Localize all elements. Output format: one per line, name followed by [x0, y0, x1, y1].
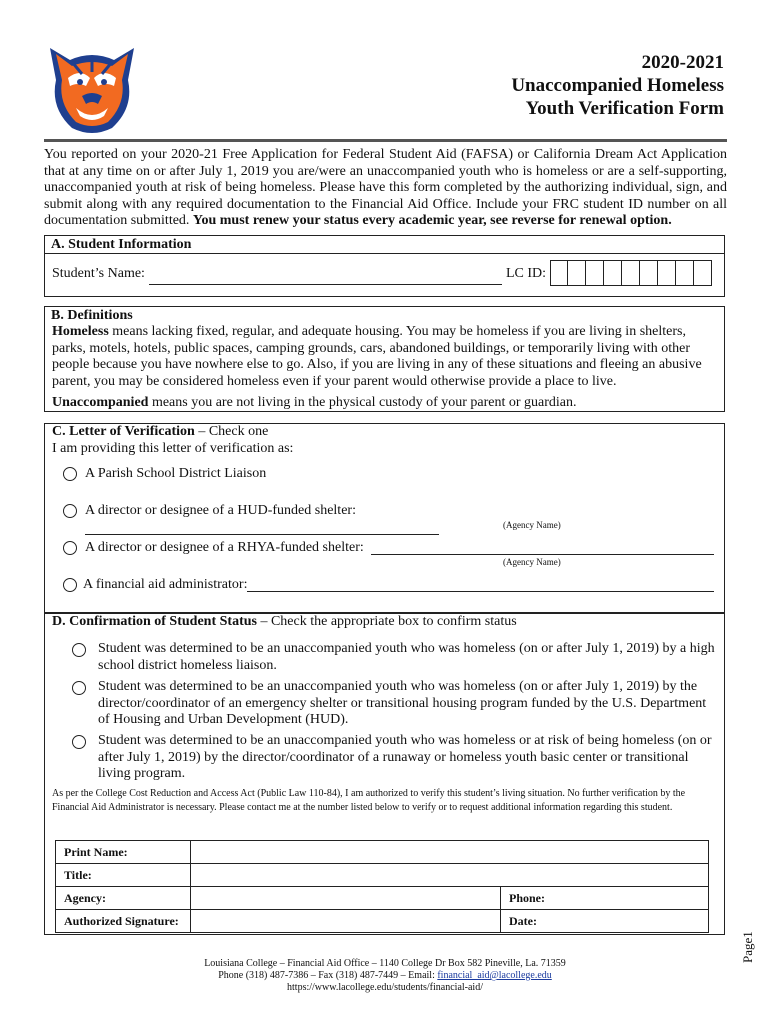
- option-parish-liaison-radio[interactable]: [63, 467, 77, 481]
- attestation-text: As per the College Cost Reduction and Access Act (Public Law 110-84), I am authorized to verify this student’s living situation. No further verification by the Financial Aid Administrator is necessary. Please contact me at the number listed below to verify or to request additional information regarding this student.: [52, 788, 686, 813]
- option-hud-shelter-label: A director or designee of a HUD-funded shelter:: [85, 503, 356, 518]
- option-parish-liaison-label: A Parish School District Liaison: [85, 466, 267, 481]
- intro-paragraph: [44, 147, 727, 230]
- footer-address: Louisiana College – Financial Aid Office – 1140 College Dr Box 582 Pineville, La. 71359: [204, 958, 566, 969]
- section-a-heading: A. Student Information: [45, 236, 724, 254]
- student-name-label: Student’s Name:: [52, 266, 145, 281]
- option-fa-administrator-radio[interactable]: [63, 578, 77, 592]
- lc-id-label: LC ID:: [506, 266, 547, 281]
- section-a-student-information: [44, 235, 725, 297]
- intro-text: You reported on your 2020-21 Free Application for Federal Student Aid (FAFSA) or California Dream Act Application that at any time on or after July 1, 2019 you are/were an unaccompanied youth who is homeless or are a self-supporting, unaccompanied youth at risk of being homeless. Please have this form completed by the authorizing individual, sign, and submit along with any required documentation to the Financial Aid Office. Include your FRC student ID number on all documentation submitted.: [44, 147, 727, 229]
- student-name-field[interactable]: [149, 284, 502, 285]
- option-hud-shelter-radio[interactable]: [63, 504, 77, 518]
- form-title-line2: Youth Verification Form: [525, 98, 724, 119]
- form-year: 2020-2021: [641, 52, 724, 73]
- section-d-confirmation: [44, 613, 725, 935]
- agency-label: Agency:: [55, 886, 191, 910]
- wildcat-mascot-logo: [42, 38, 142, 138]
- lc-id-field[interactable]: [550, 260, 712, 286]
- footer-email-link[interactable]: financial_aid@lacollege.edu: [437, 970, 552, 981]
- rhya-agency-name-field[interactable]: [371, 554, 714, 555]
- rhya-agency-caption: (Agency Name): [503, 557, 561, 567]
- form-title-line1: Unaccompanied Homeless: [511, 75, 724, 96]
- section-c-lead: I am providing this letter of verification as:: [52, 441, 294, 456]
- print-name-label: Print Name:: [55, 840, 191, 864]
- print-name-field[interactable]: [190, 840, 709, 864]
- section-b-heading: B. Definitions: [51, 308, 133, 323]
- option-rhya-shelter-radio[interactable]: [63, 541, 77, 555]
- page-number: Page1: [740, 931, 755, 963]
- status-option-2-radio[interactable]: [72, 681, 86, 695]
- signature-label: Authorized Signature:: [55, 909, 191, 933]
- date-field[interactable]: Date:: [500, 909, 709, 933]
- fa-administrator-field[interactable]: [247, 591, 714, 592]
- agency-field[interactable]: [190, 886, 501, 910]
- title-field[interactable]: [190, 863, 709, 887]
- status-option-1-label: Student was determined to be an unaccompanied youth who was homeless (on or after July 1, 2019) by a high school district homeless liaison.: [98, 641, 715, 673]
- phone-field[interactable]: Phone:: [500, 886, 709, 910]
- signature-field[interactable]: [190, 909, 501, 933]
- title-label: Title:: [55, 863, 191, 887]
- section-c-heading: C. Letter of Verification – Check one: [52, 424, 269, 439]
- section-c-letter-of-verification: [44, 423, 725, 613]
- definition-homeless: Homeless means lacking fixed, regular, and adequate housing. You may be homeless if you are living in shelters, parks, motels, hotels, public spaces, camping grounds, cars, abandoned buildings, or temporarily living with other people because you have nowhere else to go. Also, if you are living in any of these situations and fleeing an abusive parent, you may be considered homeless even if your parent would otherwise provide a place to live.: [52, 324, 702, 389]
- hud-agency-name-field[interactable]: [85, 534, 439, 535]
- option-fa-administrator-label: A financial aid administrator:: [83, 577, 248, 592]
- status-option-3-label: Student was determined to be an unaccompanied youth who was homeless or at risk of being homeless (on or after July 1, 2019) by the director/coordinator of a runaway or homeless youth basic center or transitional living program.: [98, 733, 712, 781]
- footer-contact: Phone (318) 487-7386 – Fax (318) 487-7449 – Email: financial_aid@lacollege.edu: [218, 970, 552, 981]
- definition-unaccompanied: Unaccompanied means you are not living in the physical custody of your parent or guardian.: [52, 395, 577, 410]
- section-b-definitions: [44, 306, 725, 412]
- intro-renewal-notice: You must renew your status every academic year, see reverse for renewal option.: [192, 213, 672, 229]
- status-option-1-radio[interactable]: [72, 643, 86, 657]
- section-d-heading: D. Confirmation of Student Status – Check the appropriate box to confirm status: [52, 614, 517, 629]
- status-option-3-radio[interactable]: [72, 735, 86, 749]
- footer-website[interactable]: https://www.lacollege.edu/students/financial-aid/: [287, 982, 483, 993]
- hud-agency-caption: (Agency Name): [503, 520, 561, 530]
- status-option-2-label: Student was determined to be an unaccompanied youth who was homeless (on or after July 1, 2019) by the director/coordinator of an emergency shelter or transitional housing program funded by the U.S. Department of Housing and Urban Development (HUD).: [98, 679, 707, 727]
- header-divider: [44, 139, 727, 142]
- option-rhya-shelter-label: A director or designee of a RHYA-funded shelter:: [85, 540, 364, 555]
